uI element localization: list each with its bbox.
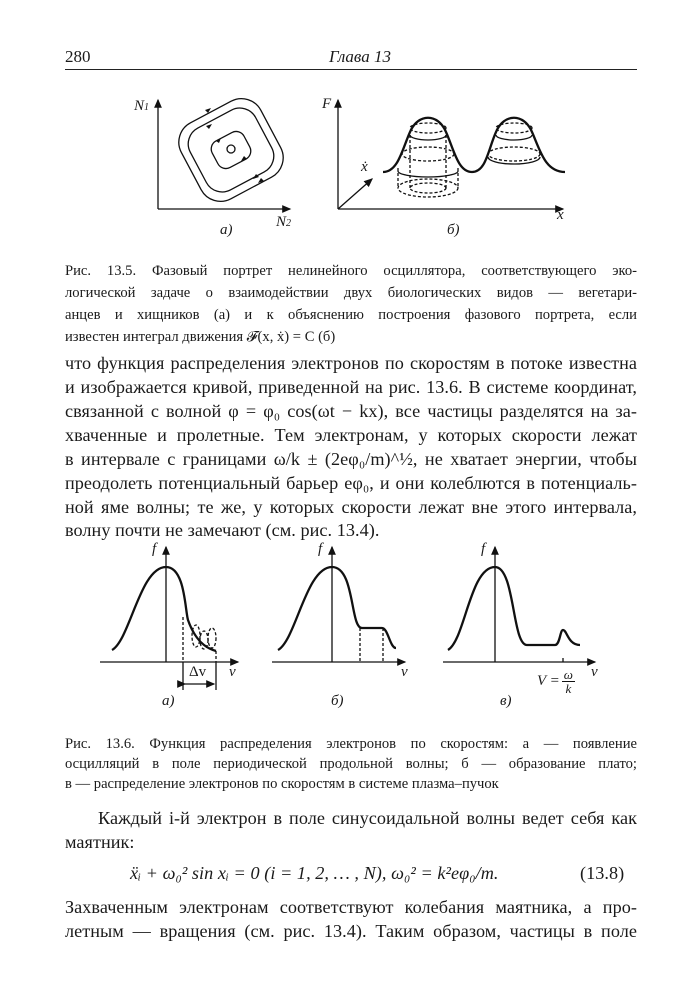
caption-line: логической задаче о взаимодействии двух биологических видов — вегетари- xyxy=(65,285,637,301)
caption-line: в — распределение электронов по скоростям в системе плазма–пучок xyxy=(65,776,499,792)
xdot-label: ẋ xyxy=(361,159,368,175)
text-line: волну почти не замечают (см. рис. 13.4). xyxy=(65,520,380,540)
text-line: что функция распределения электронов по скоростям в потоке известна xyxy=(65,353,637,373)
text-line: и изображается кривой, приведенной на рис. 13.6. В системе координат, xyxy=(65,377,637,397)
f-label-c: f xyxy=(481,541,486,557)
v-label-b: v xyxy=(401,664,408,680)
text-line: маятник: xyxy=(65,832,135,852)
v-label-a: v xyxy=(229,664,236,680)
distribution-c xyxy=(443,547,595,662)
text-line: в интервале с границами ω/k ± (2eφ₀/m)^½, не хватает энергии, чтобы xyxy=(65,449,637,469)
text-line: Каждый i-й электрон в поле синусоидальной волны ведет себя как xyxy=(98,808,637,828)
orbit-middle xyxy=(182,102,280,199)
page-number: 280 xyxy=(65,47,91,66)
text-line: летным — вращения (см. рис. 13.4). Таким образом, частицы в поле xyxy=(65,921,637,941)
potential-curve xyxy=(383,118,565,172)
orbit-inner xyxy=(208,128,254,171)
caption-line: анцев и хищников (а) и к объяснению построения фазового портрета, если xyxy=(65,307,637,323)
caption-line: известен интеграл движения 𝓕(x, ẋ) = C (б) xyxy=(65,329,336,345)
text-line: Захваченным электронам соответствуют колебания маятника, а про- xyxy=(65,897,637,917)
panel-b-tag: б) xyxy=(447,222,460,238)
integral-surface-b xyxy=(338,100,565,209)
distribution-a xyxy=(100,547,238,690)
wave-velocity-label: V = $\frac{\omega}{k}$ xyxy=(537,667,573,696)
v-label-c: v xyxy=(591,664,598,680)
f-axis-label: F xyxy=(322,96,332,112)
equation-number: (13.8) xyxy=(580,863,625,883)
caption-line: осцилляций в поле периодической продольной волны; б — образование плато; xyxy=(65,756,637,772)
n1-label: N1 xyxy=(134,98,150,114)
caption-line: Рис. 13.5. Фазовый портрет нелинейного осциллятора, соответствующего эко- xyxy=(65,263,637,279)
equation-13-8: ẍᵢ + ω₀² sin xᵢ = 0 (i = 1, 2, … , N), ω₀² = k²eφ₀/m. xyxy=(130,863,499,883)
panel-a-tag: а) xyxy=(162,693,175,709)
f-label-a: f xyxy=(152,541,157,557)
panel-a-tag: а) xyxy=(220,222,233,238)
panel-c-tag: в) xyxy=(500,693,512,709)
delta-v-label: Δv xyxy=(189,664,207,680)
xdot-axis xyxy=(338,179,372,209)
phase-portrait-a xyxy=(158,91,291,209)
n2-label: N2 xyxy=(276,214,292,230)
text-line: ной яме волны; те же, у которых скорости лежат вне этого интервала, xyxy=(65,497,637,517)
panel-b-tag: б) xyxy=(331,693,344,709)
plateau-curve xyxy=(278,567,396,650)
beam-plasma-curve xyxy=(448,567,580,650)
distribution-b xyxy=(272,547,405,662)
text-line: преодолеть потенциальный барьер eφ₀, и они колеблются в потенциаль- xyxy=(65,473,637,493)
x-axis-label: x xyxy=(557,207,564,223)
text-line: связанной с волной φ = φ₀ cos(ωt − kx), все частицы разделятся на за- xyxy=(65,401,637,421)
equilibrium-point xyxy=(227,145,235,153)
f-label-b: f xyxy=(318,541,323,557)
chapter-title: Глава 13 xyxy=(329,47,391,66)
caption-line: Рис. 13.6. Функция распределения электронов по скоростям: а — появление xyxy=(65,736,637,752)
text-line: хваченные и пролетные. Тем электронам, у которых скорости лежат xyxy=(65,425,637,445)
